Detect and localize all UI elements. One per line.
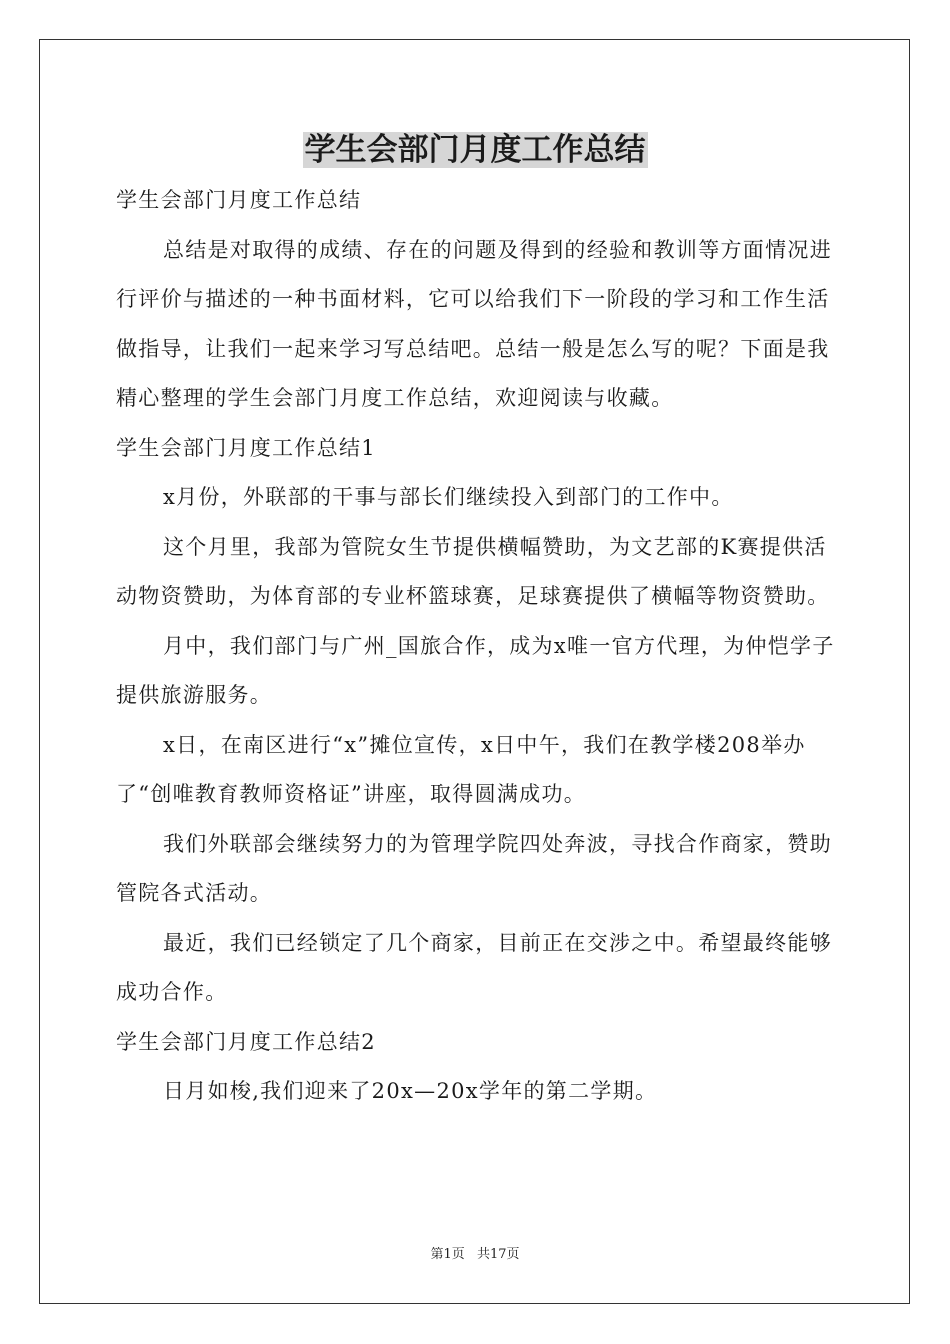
section-heading-1: 学生会部门月度工作总结1	[116, 435, 376, 460]
paragraph: 这个月里，我部为管院女生节提供横幅赞助，为文艺部的K赛提供活动物资赞助，为体育部的专业杯篮球赛，足球赛提供了横幅等物资赞助。	[116, 534, 830, 608]
paragraph: 最近，我们已经锁定了几个商家，目前正在交涉之中。希望最终能够成功合作。	[116, 930, 832, 1004]
paragraph: x日，在南区进行“x”摊位宣传，x日中午，我们在教学楼208举办了“创唯教育教师资格证”讲座，取得圆满成功。	[116, 732, 806, 806]
paragraph-subtitle: 学生会部门月度工作总结	[116, 188, 362, 212]
page-total: 共17页	[476, 1247, 520, 1262]
document-title	[0, 126, 950, 174]
paragraph: 我们外联部会继续努力的为管理学院四处奔波，寻找合作商家，赞助管院各式活动。	[116, 831, 832, 905]
paragraph: 日月如梭,我们迎来了20x—20x学年的第二学期。	[163, 1079, 658, 1103]
page-footer	[0, 1245, 950, 1265]
paragraph: 月中，我们部门与广州_国旅合作，成为x唯一官方代理，为仲恺学子提供旅游服务。	[116, 633, 835, 707]
page-number: 第1页	[430, 1247, 465, 1262]
document-title-text: 学生会部门月度工作总结	[304, 132, 646, 168]
section-heading-2: 学生会部门月度工作总结2	[116, 1029, 376, 1054]
paragraph: x月份，外联部的干事与部长们继续投入到部门的工作中。	[163, 485, 734, 509]
document-body	[116, 176, 846, 1117]
paragraph-intro: 总结是对取得的成绩、存在的问题及得到的经验和教训等方面情况进行评价与描述的一种书面材料，它可以给我们下一阶段的学习和工作生活做指导，让我们一起来学习写总结吧。总结一般是怎么写的呢？下面是我精心整理的学生会部门月度工作总结，欢迎阅读与收藏。	[116, 237, 832, 410]
